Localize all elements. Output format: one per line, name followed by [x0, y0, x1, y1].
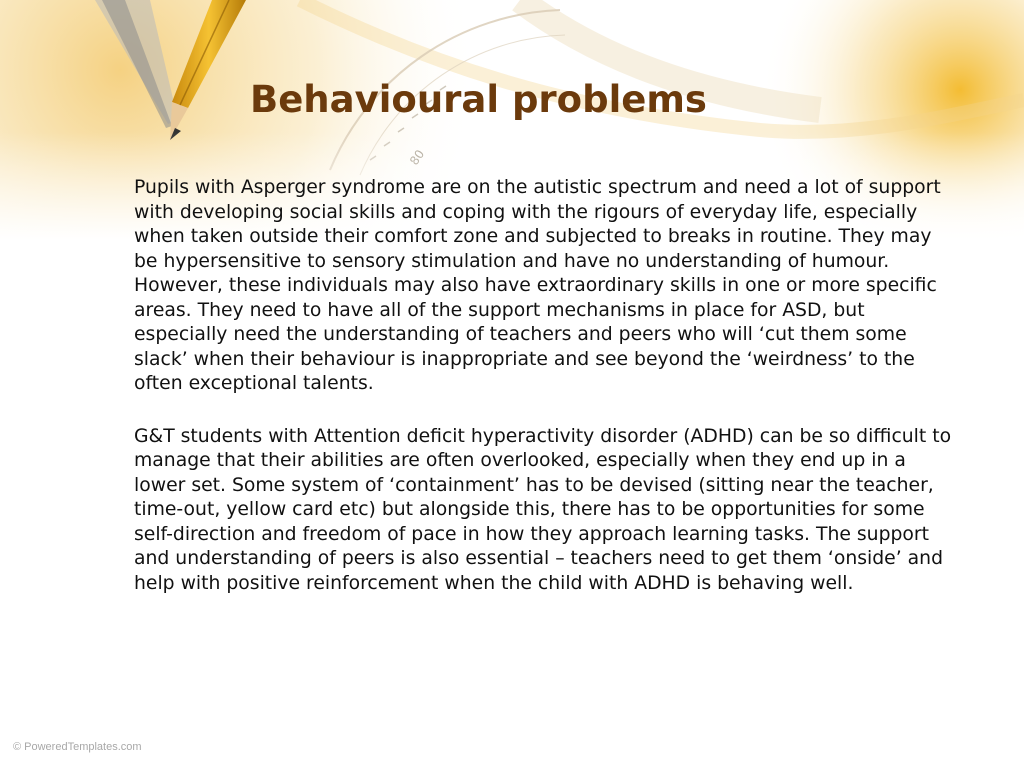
slide-title: Behavioural problems	[250, 78, 707, 121]
slide-body	[134, 176, 954, 624]
paragraph-adhd: G&T students with Attention deficit hyperactivity disorder (ADHD) can be so difficult to manage that their abilities are often overlooked, especially when they end up in a lower set. Some system of ‘containment’ has to be devised (sitting near the teacher, time-out, yellow card etc) but alongside this, there has to be opportunities for some self-direction and freedom of pace in how they approach learning tasks. The support and understanding of peers is also essential – teachers need to get them ‘onside’ and help with positive reinforcement when the child with ADHD is behaving well.	[134, 425, 952, 594]
template-watermark: © PoweredTemplates.com	[13, 741, 142, 753]
paragraph-asperger: Pupils with Asperger syndrome are on the autistic spectrum and need a lot of support with developing social skills and coping with the rigours of everyday life, especially when taken outside their comfort zone and subjected to breaks in routine. They may be hypersensitive to sensory stimulation and have no understanding of humour. However, these individuals may also have extraordinary skills in one or more specific areas. They need to have all of the support mechanisms in place for ASD, but especially need the understanding of teachers and peers who will ‘cut them some slack’ when their behaviour is inappropriate and see beyond the ‘weirdness’ to the often exceptional talents.	[134, 177, 941, 394]
